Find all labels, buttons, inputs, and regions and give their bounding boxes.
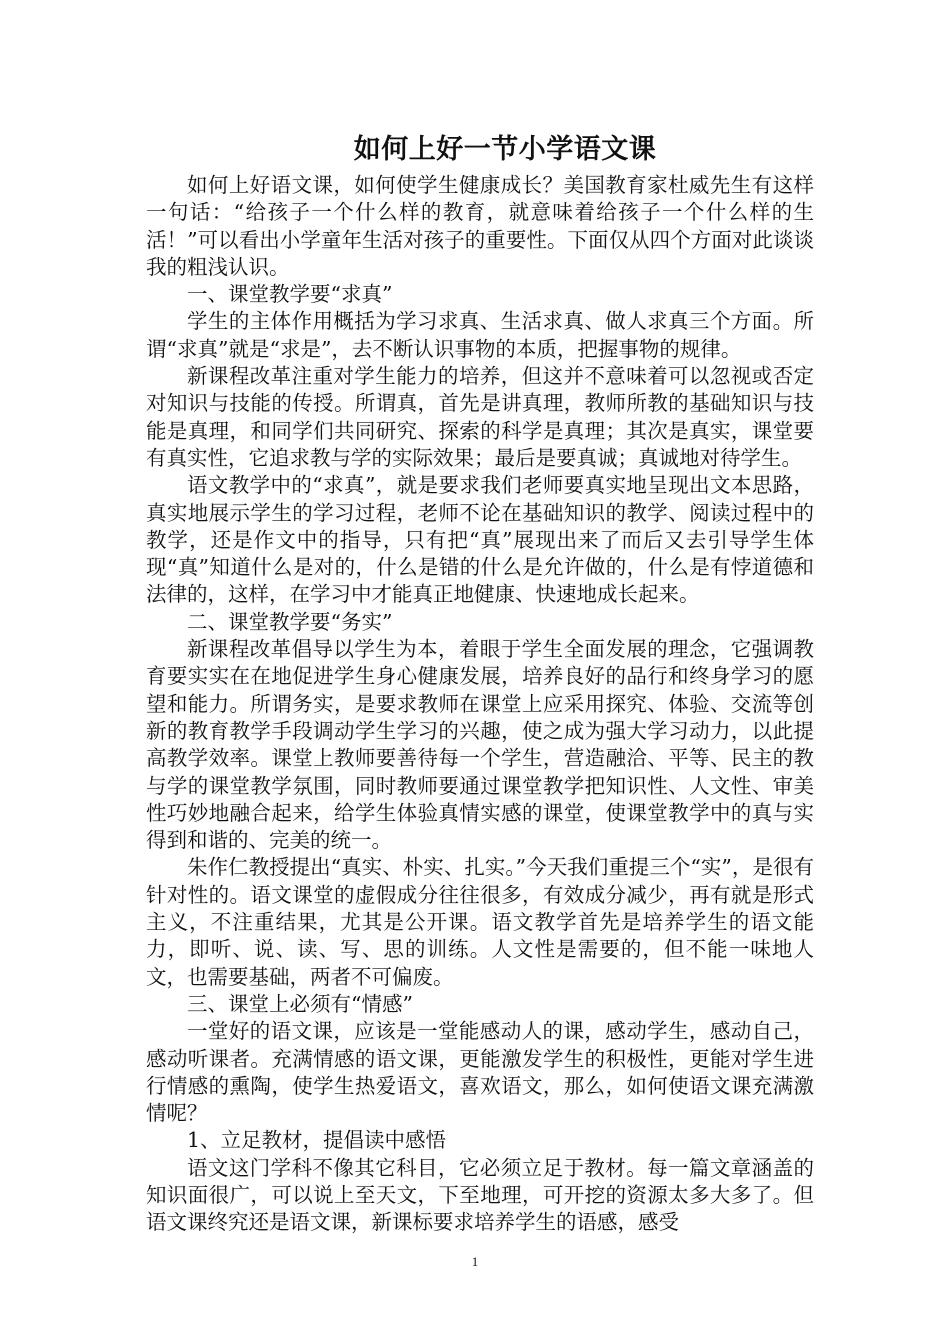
paragraph: 语文教学中的“求真”，就是要求我们老师要真实地呈现出文本思路，真实地展示学生的学习过程，老师不论在基础知识的教学、阅读过程中的教学，还是作文中的指导，只有把“真”展现出来了而后又去引导学生体现“真”知道什么是对的，什么是错的什么是允许做的，什么是有悖道德和法律的，这样，在学习中才能真正地健康、快速地成长起来。 (146, 473, 814, 607)
page-number: 1 (471, 1254, 479, 1269)
paragraph: 学生的主体作用概括为学习求真、生活求真、做人求真三个方面。所谓“求真”就是“求是”，去不断认识事物的本质，把握事物的规律。 (146, 309, 814, 361)
section-heading-seek-truth: 一、课堂教学要“求真” (187, 282, 393, 307)
document-title: 如何上好一节小学语文课 (353, 134, 657, 165)
document-body (146, 172, 814, 1237)
section-heading-pragmatic: 二、课堂教学要“务实” (187, 609, 393, 634)
paragraph-intro: 如何上好语文课，如何使学生健康成长？美国教育家杜威先生有这样一句话：“给孩子一个什么样的教育，就意味着给孩子一个什么样的生活！”可以看出小学童年生活对孩子的重要性。下面仅从四个方面对此谈谈我的粗浅认识。 (146, 173, 814, 279)
paragraph: 一堂好的语文课，应该是一堂能感动人的课，感动学生，感动自己，感动听课者。充满情感的语文课，更能激发学生的积极性，更能对学生进行情感的熏陶，使学生热爱语文，喜欢语文，那么，如何使语文课充满激情呢？ (146, 1019, 814, 1126)
section-heading-emotion: 三、课堂上必须有“情感” (187, 991, 413, 1016)
paragraph: 朱作仁教授提出“真实、朴实、扎实。”今天我们重提三个“实”，是很有针对性的。语文课堂的虚假成分往往很多，有效成分减少，再有就是形式主义，不注重结果，尤其是公开课。语文教学首先是培养学生的语文能力，即听、说、读、写、思的训练。人文性是需要的，但不能一味地人文，也需要基础，两者不可偏废。 (146, 855, 814, 989)
paragraph: 新课程改革注重对学生能力的培养，但这并不意味着可以忽视或否定对知识与技能的传授。所谓真，首先是讲真理，教师所教的基础知识与技能是真理，和同学们共同研究、探索的科学是真理；其次是真实，课堂要有真实性，它追求教与学的实际效果；最后是要真诚；真诚地对待学生。 (146, 364, 814, 470)
paragraph: 新课程改革倡导以学生为本，着眼于学生全面发展的理念，它强调教育要实实在在地促进学生身心健康发展，培养良好的品行和终身学习的愿望和能力。所谓务实，是要求教师在课堂上应采用探究、体验、交流等创新的教育教学手段调动学生学习的兴趣，使之成为强大学习动力，以此提高教学效率。课堂上教师要善待每一个学生，营造融洽、平等、民主的教与学的课堂教学氛围，同时教师要通过课堂教学把知识性、人文性、审美性巧妙地融合起来，给学生体验真情实感的课堂，使课堂教学中的真与实得到和谐的、完美的统一。 (146, 637, 814, 853)
subsection-heading: 1、立足教材，提倡读中感悟 (187, 1128, 447, 1153)
paragraph: 语文这门学科不像其它科目，它必须立足于教材。每一篇文章涵盖的知识面很广，可以说上至天文，下至地理，可开挖的资源太多大多了。但语文课终究还是语文课，新课标要求培养学生的语感，感受 (146, 1155, 814, 1235)
